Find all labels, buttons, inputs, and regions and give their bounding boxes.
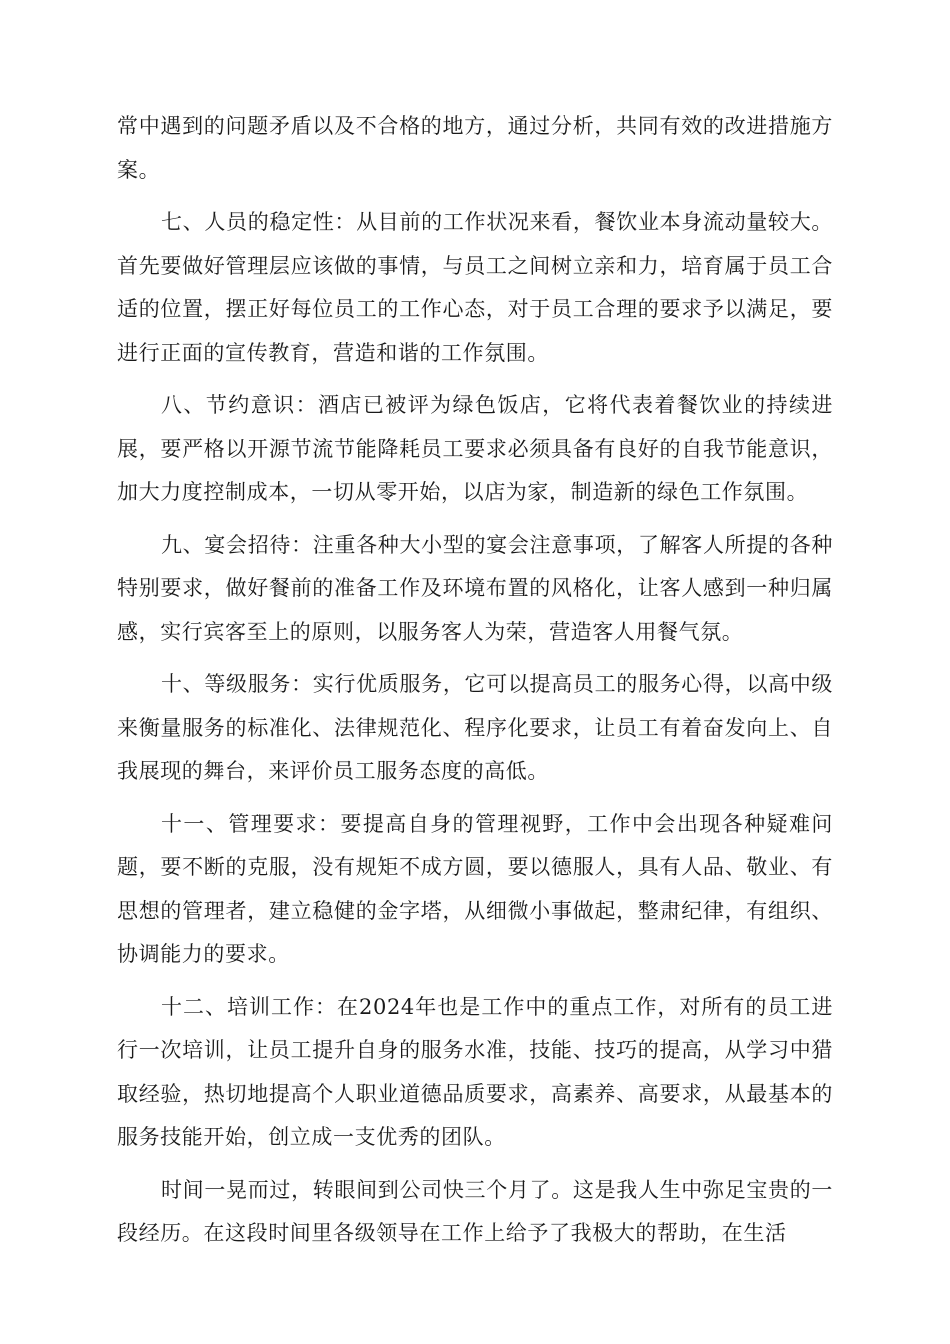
paragraph-banquet-reception: 九、宴会招待：注重各种大小型的宴会注意事项，了解客人所提的各种特别要求，做好餐前的准备工作及环境布置的风格化，让客人感到一种归属感，实行宾客至上的原则，以服务客人为荣，营造客人用餐气氛。 xyxy=(117,532,833,644)
paragraph-management-requirements: 十一、管理要求：要提高自身的管理视野，工作中会出现各种疑难问题，要不断的克服，没有规矩不成方圆，要以德服人，具有人品、敬业、有思想的管理者，建立稳健的金字塔，从细微小事做起，整肃纪律，有组织、协调能力的要求。 xyxy=(117,811,833,966)
paragraph-saving-awareness: 八、节约意识：酒店已被评为绿色饭店，它将代表着餐饮业的持续进展，要严格以开源节流节能降耗员工要求必须具备有良好的自我节能意识，加大力度控制成本，一切从零开始，以店为家，制造新的绿色工作氛围。 xyxy=(117,393,833,504)
paragraph-reflection: 时间一晃而过，转眼间到公司快三个月了。这是我人生中弥足宝贵的一段经历。在这段时间里各级领导在工作上给予了我极大的帮助，在生活 xyxy=(117,1177,833,1245)
paragraph-training-work: 十二、培训工作：在2024年也是工作中的重点工作，对所有的员工进行一次培训，让员工提升自身的服务水准，技能、技巧的提高，从学习中猎取经验，热切地提高个人职业道德品质要求，高素养、高要求，从最基本的服务技能开始，创立成一支优秀的团队。 xyxy=(117,994,833,1149)
document-page xyxy=(117,105,833,1265)
paragraph-graded-service: 十、等级服务：实行优质服务，它可以提高员工的服务心得，以高中级来衡量服务的标准化、法律规范化、程序化要求，让员工有着奋发向上、自我展现的舞台，来评价员工服务态度的高低。 xyxy=(117,672,833,783)
paragraph-staff-stability: 七、人员的稳定性：从目前的工作状况来看，餐饮业本身流动量较大。首先要做好管理层应该做的事情，与员工之间树立亲和力，培育属于员工合适的位置，摆正好每位员工的工作心态，对于员工合理的要求予以满足，要进行正面的宣传教育，营造和谐的工作氛围。 xyxy=(117,210,833,365)
paragraph-continued: 常中遇到的问题矛盾以及不合格的地方，通过分析，共同有效的改进措施方案。 xyxy=(117,114,833,182)
